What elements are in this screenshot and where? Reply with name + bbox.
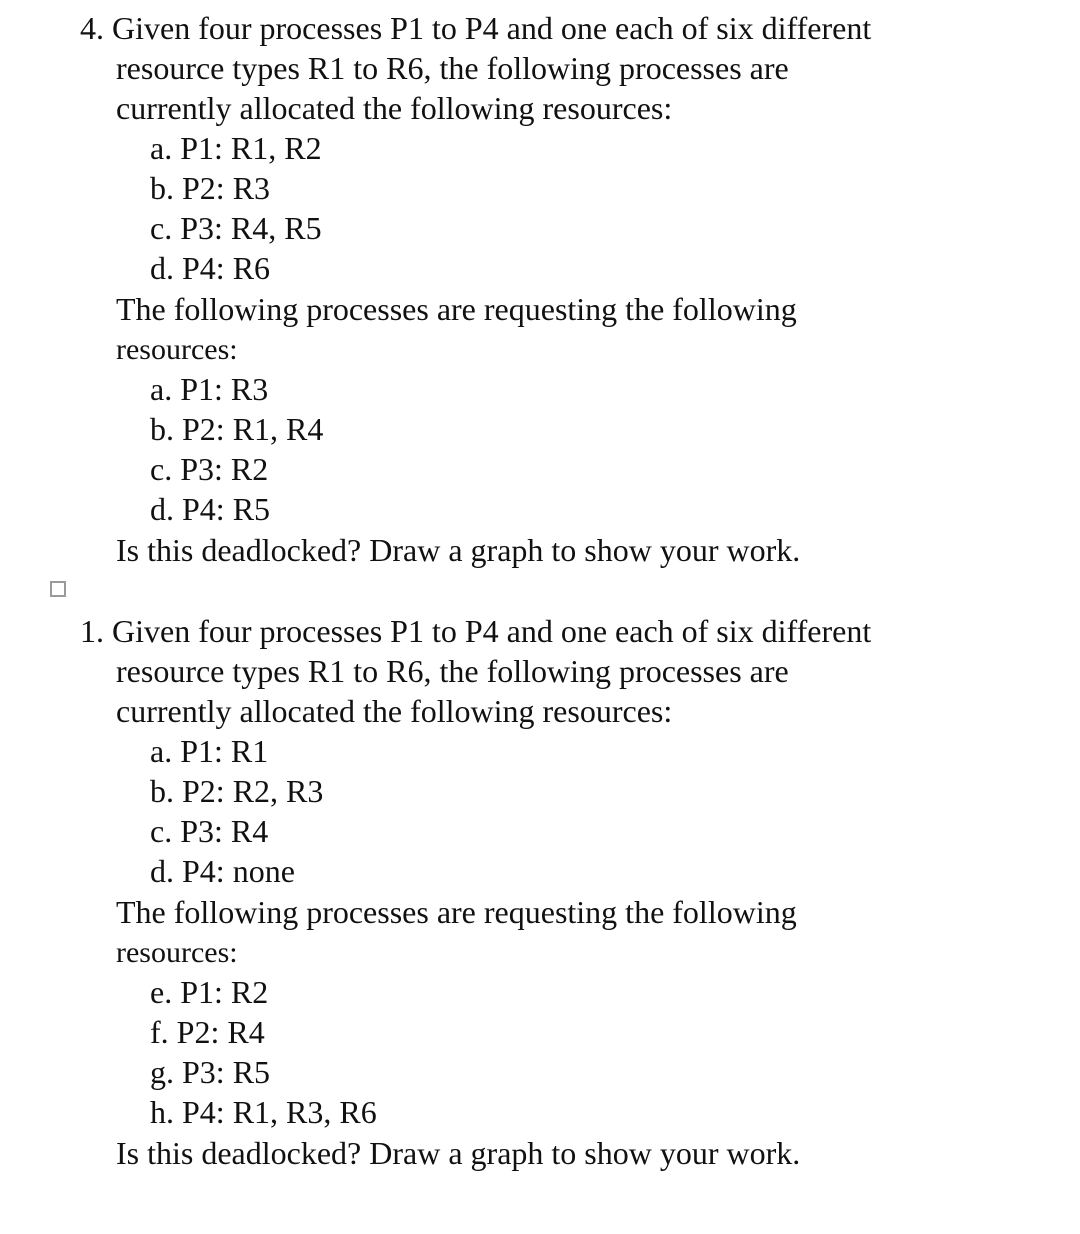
q1-intro-line-2: resource types R1 to R6, the following processes are xyxy=(116,653,789,689)
q1-allocated-b: b. P2: R2, R3 xyxy=(150,773,324,809)
q4-request-intro-line-2: resources: xyxy=(116,333,238,366)
q4-requested-a: a. P1: R3 xyxy=(150,371,269,407)
q4-requested-d: d. P4: R5 xyxy=(150,491,271,527)
q1-requested-g: g. P3: R5 xyxy=(150,1054,271,1090)
q4-intro-line-1: 4. Given four processes P1 to P4 and one each of six different xyxy=(80,10,872,46)
q1-requested-f: f. P2: R4 xyxy=(150,1014,265,1050)
q1-allocated-c: c. P3: R4 xyxy=(150,813,269,849)
q4-requested-c: c. P3: R2 xyxy=(150,451,269,487)
q4-intro-line-3: currently allocated the following resources: xyxy=(116,90,673,126)
q4-requested-b: b. P2: R1, R4 xyxy=(150,411,324,447)
q4-allocated-d: d. P4: R6 xyxy=(150,250,271,286)
q1-allocated-d: d. P4: none xyxy=(150,853,295,889)
q4-closing: Is this deadlocked? Draw a graph to show your work. xyxy=(116,532,801,568)
q4-request-intro-line-1: The following processes are requesting the following xyxy=(116,291,797,327)
q1-request-intro-line-2: resources: xyxy=(116,936,238,969)
q1-intro-line-1: 1. Given four processes P1 to P4 and one each of six different xyxy=(80,613,872,649)
q4-allocated-c: c. P3: R4, R5 xyxy=(150,210,322,246)
q1-request-intro-line-1: The following processes are requesting the following xyxy=(116,894,797,930)
q1-closing: Is this deadlocked? Draw a graph to show your work. xyxy=(116,1135,801,1171)
q4-allocated-a: a. P1: R1, R2 xyxy=(150,130,322,166)
q1-intro-line-3: currently allocated the following resources: xyxy=(116,693,673,729)
q1-requested-e: e. P1: R2 xyxy=(150,974,269,1010)
q4-allocated-b: b. P2: R3 xyxy=(150,170,271,206)
q1-requested-h: h. P4: R1, R3, R6 xyxy=(150,1094,377,1130)
q4-intro-line-2: resource types R1 to R6, the following processes are xyxy=(116,50,789,86)
q1-allocated-a: a. P1: R1 xyxy=(150,733,269,769)
checkbox[interactable] xyxy=(50,581,66,597)
